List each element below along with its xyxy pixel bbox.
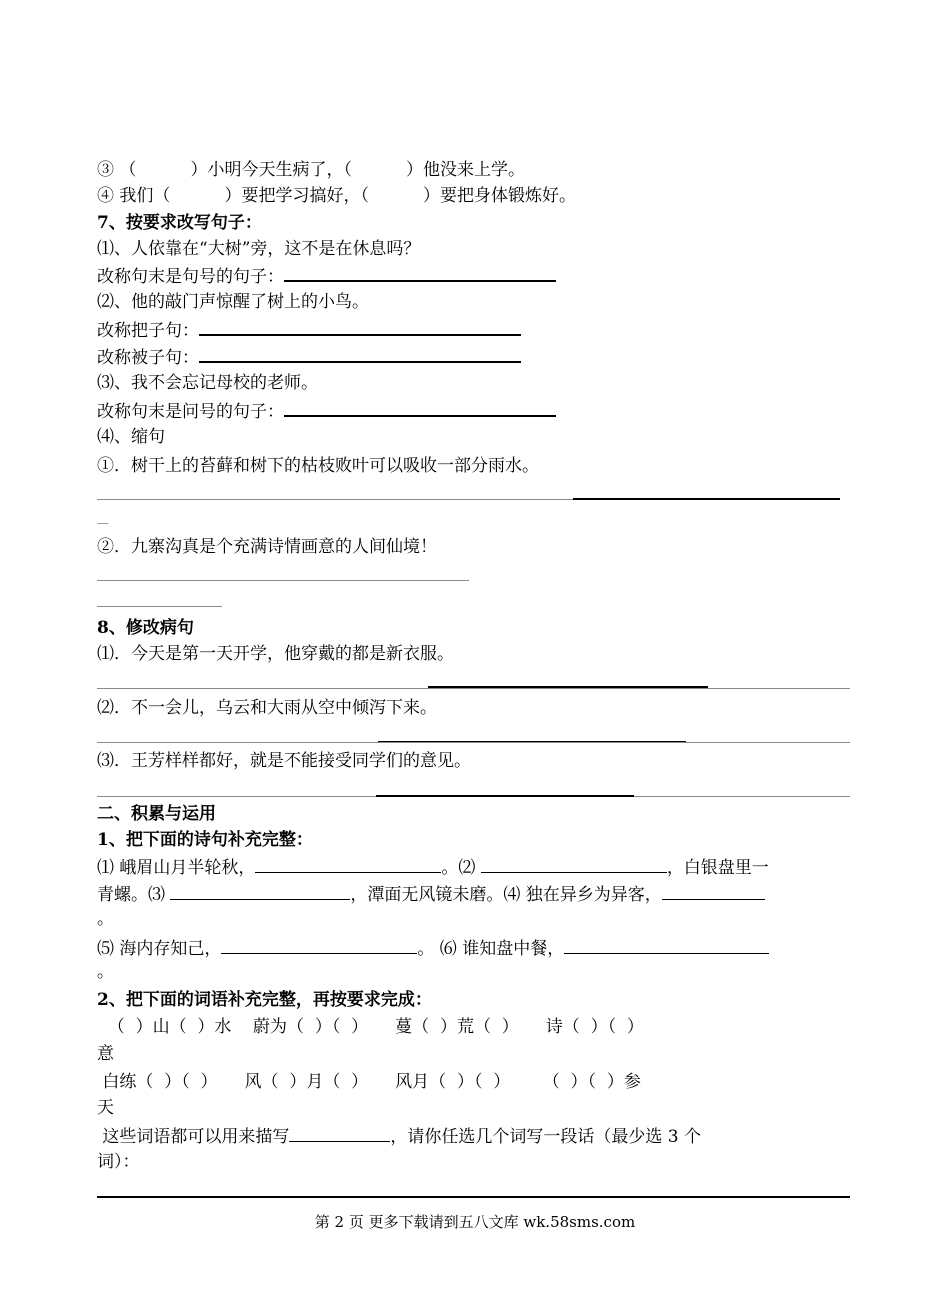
answer-blank[interactable] bbox=[199, 318, 521, 336]
q7-sentence-2: ⑵、他的敲门声惊醒了树上的小鸟。 bbox=[97, 292, 369, 312]
q6-item-4: ④ 我们（ ）要把学习搞好，（ ）要把身体锻炼好。 bbox=[97, 186, 576, 206]
q7-answer-row-3 bbox=[97, 399, 556, 423]
idiom-text: 这些词语都可以用来描写 bbox=[97, 1127, 290, 1147]
q7-sentence-3: ⑶、我不会忘记母校的老师。 bbox=[97, 373, 318, 393]
poem-text: ⑸ 海内存知己， bbox=[97, 939, 222, 959]
poem-blank[interactable] bbox=[221, 937, 417, 954]
poem-row-2 bbox=[97, 883, 765, 906]
q7-dash: — bbox=[97, 516, 109, 530]
poem-row-3: 。 bbox=[97, 909, 114, 929]
answer-blank[interactable] bbox=[199, 345, 521, 363]
answer-line[interactable] bbox=[428, 686, 708, 688]
answer-blank[interactable] bbox=[284, 399, 556, 417]
answer-line[interactable] bbox=[573, 498, 840, 500]
poem-blank[interactable] bbox=[481, 856, 667, 873]
q8-title: 8、修改病句 bbox=[97, 618, 194, 638]
describe-blank[interactable] bbox=[289, 1125, 390, 1142]
q8-sentence-2: ⑵．不一会儿，乌云和大雨从空中倾泻下来。 bbox=[97, 698, 437, 718]
q8-sentence-1: ⑴．今天是第一天开学，他穿戴的都是新衣服。 bbox=[97, 644, 454, 664]
poem-row-1 bbox=[97, 856, 769, 879]
poem-blank[interactable] bbox=[255, 856, 441, 873]
poem-text: 。⑵ bbox=[441, 858, 481, 878]
section2-title: 二、积累与运用 bbox=[97, 804, 216, 824]
q7-answer-row-2a bbox=[97, 318, 521, 342]
paragraph-answer-line[interactable] bbox=[97, 1196, 850, 1198]
q7-prompt-1: 改称句末是句号的句子： bbox=[97, 267, 284, 287]
idiom-text: ，请你任选几个词写一段话（最少选 3 个 bbox=[390, 1127, 702, 1147]
idiom-row-2: 白练（ ）（ ） 风（ ）月（ ） 风月（ ）（ ） （ ）（ ）参 bbox=[97, 1072, 641, 1092]
poem-text: ，潭面无风镜未磨。⑷ 独在异乡为异客， bbox=[350, 885, 662, 905]
answer-line[interactable] bbox=[376, 795, 634, 797]
page-footer: 第 2 页 更多下载请到五八文库 wk.58sms.com bbox=[314, 1213, 636, 1231]
idiom-row-1: （ ）山（ ）水 蔚为（ ）（ ） 蔓（ ）荒（ ） 诗（ ）（ ） bbox=[97, 1017, 644, 1037]
poem-text: 青螺。⑶ bbox=[97, 885, 171, 905]
idiom-row-3 bbox=[97, 1125, 701, 1148]
idiom-row-3-end: 词）： bbox=[97, 1152, 140, 1172]
poem-blank[interactable] bbox=[170, 883, 350, 900]
q8-sentence-3: ⑶．王芳样样都好，就是不能接受同学们的意见。 bbox=[97, 751, 471, 771]
idiom-row-2-end: 天 bbox=[97, 1098, 114, 1118]
poem-row-4 bbox=[97, 937, 769, 960]
q7-sentence-4b: ②．九寨沟真是个充满诗情画意的人间仙境！ bbox=[97, 537, 437, 557]
q6-item-3: ③ （ ）小明今天生病了，（ ）他没来上学。 bbox=[97, 160, 525, 180]
section2-q1-title: 1、把下面的诗句补充完整： bbox=[97, 830, 313, 850]
poem-text: 。 ⑹ 谁知盘中餐， bbox=[417, 939, 565, 959]
answer-line[interactable] bbox=[378, 741, 686, 742]
poem-text: ，白银盘里一 bbox=[666, 858, 769, 878]
poem-text: ⑴ 峨眉山月半轮秋， bbox=[97, 858, 256, 878]
answer-line[interactable] bbox=[97, 742, 850, 743]
q7-prompt-2a: 改称把子句： bbox=[97, 321, 199, 341]
answer-line[interactable] bbox=[97, 606, 222, 607]
q7-sentence-4a: ①．树干上的苔藓和树下的枯枝败叶可以吸收一部分雨水。 bbox=[97, 456, 539, 476]
poem-blank[interactable] bbox=[662, 883, 765, 900]
q7-prompt-3: 改称句末是问号的句子： bbox=[97, 402, 284, 422]
poem-row-5: 。 bbox=[97, 962, 114, 982]
section2-q2-title: 2、把下面的词语补充完整，再按要求完成： bbox=[97, 990, 432, 1010]
q7-sentence-4: ⑷、缩句 bbox=[97, 427, 165, 447]
answer-line[interactable] bbox=[97, 580, 469, 581]
answer-line[interactable] bbox=[97, 688, 850, 689]
q7-answer-row-1 bbox=[97, 264, 556, 288]
q7-answer-row-2b bbox=[97, 345, 521, 369]
poem-blank[interactable] bbox=[564, 937, 769, 954]
q7-title: 7、按要求改写句子： bbox=[97, 213, 262, 233]
q7-sentence-1: ⑴、人依靠在“大树”旁，这不是在休息吗？ bbox=[97, 239, 421, 259]
idiom-row-1-end: 意 bbox=[97, 1044, 114, 1064]
answer-line[interactable] bbox=[97, 499, 573, 500]
answer-blank[interactable] bbox=[284, 264, 556, 282]
q7-prompt-2b: 改称被子句： bbox=[97, 348, 199, 368]
